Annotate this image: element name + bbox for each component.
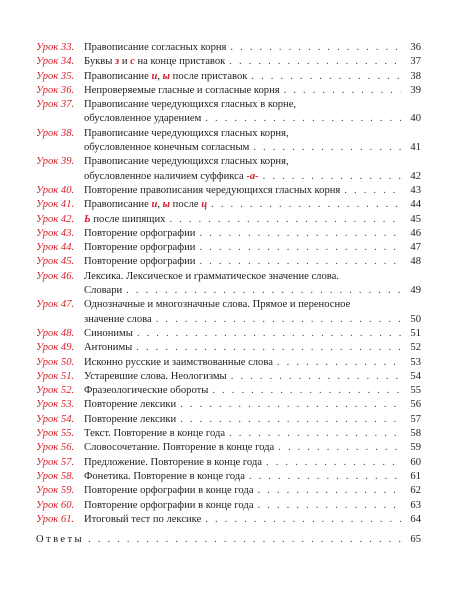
- dot-leader: [199, 241, 401, 255]
- lesson-title: [84, 112, 201, 126]
- lesson-number: Урок 49.: [36, 342, 75, 354]
- lesson-title-line: [84, 484, 421, 498]
- lesson-title: [84, 255, 195, 269]
- toc-entry[interactable]: [36, 241, 421, 255]
- dot-leader: [231, 370, 401, 384]
- page-number: 48: [410, 256, 421, 268]
- lesson-title-line: [84, 341, 421, 355]
- lesson-number: Урок 34.: [36, 56, 75, 68]
- title-text: Фразеологические обороты: [84, 385, 209, 397]
- lesson-content: [84, 98, 421, 127]
- title-text: Предложение. Повторение в конце года: [84, 456, 263, 468]
- toc-entry[interactable]: [36, 384, 421, 398]
- highlighted-letter: и: [151, 70, 158, 82]
- dot-leader: [137, 327, 401, 341]
- lesson-title: [84, 427, 225, 441]
- lesson-title: [84, 413, 176, 427]
- lesson-title: [84, 198, 207, 212]
- lesson-title: [84, 313, 152, 327]
- toc-entry[interactable]: [36, 441, 421, 455]
- lesson-content: [84, 441, 421, 455]
- lesson-content: [84, 370, 421, 384]
- dot-leader: [211, 198, 401, 212]
- lesson-title-line: [84, 470, 421, 484]
- lesson-title: [84, 241, 195, 255]
- toc-entry[interactable]: [36, 484, 421, 498]
- lesson-number: Урок 46.: [36, 270, 75, 282]
- toc-entry[interactable]: [36, 270, 421, 299]
- lesson-number: Урок 43.: [36, 227, 75, 239]
- page-number: 56: [410, 399, 421, 411]
- lesson-content: [84, 70, 421, 84]
- lesson-title: [84, 55, 225, 69]
- lesson-number: Урок 45.: [36, 256, 75, 268]
- answers-line: [36, 533, 421, 547]
- dot-leader: [126, 284, 401, 298]
- page-number: 38: [410, 70, 421, 82]
- title-text: значение слова: [84, 313, 152, 325]
- lesson-content: [84, 184, 421, 198]
- dot-leader: [263, 170, 401, 184]
- lesson-title-line: [84, 70, 421, 84]
- lesson-number: Урок 61.: [36, 513, 75, 525]
- dot-leader: [277, 356, 401, 370]
- toc-entry[interactable]: [36, 370, 421, 384]
- lesson-title-line: [84, 441, 421, 455]
- page-number: 64: [410, 513, 421, 525]
- lesson-content: [84, 227, 421, 241]
- page-number: 63: [410, 499, 421, 511]
- lesson-title-first-line: Лексика. Лексическое и грамматическое значение слова.: [84, 270, 339, 282]
- lesson-number: Урок 50.: [36, 356, 75, 368]
- lesson-title-line: [84, 499, 421, 513]
- title-text: Синонимы: [84, 327, 133, 339]
- page-number: 40: [410, 113, 421, 125]
- lesson-number: Урок 36.: [36, 84, 75, 96]
- page-number: 53: [410, 356, 421, 368]
- title-text: Устаревшие слова. Неологизмы: [84, 370, 227, 382]
- lesson-content: [84, 456, 421, 470]
- title-text: Словосочетание. Повторение в конце года: [84, 442, 275, 454]
- page-number: 55: [410, 385, 421, 397]
- lesson-content: [84, 127, 421, 156]
- lesson-title-line: [84, 255, 421, 269]
- page-number: 65: [410, 534, 421, 546]
- lesson-content: [84, 41, 421, 55]
- title-text: обусловленное ударением: [84, 113, 202, 125]
- highlighted-letter: ы: [162, 199, 170, 211]
- lesson-title-line: [84, 384, 421, 398]
- lesson-content: [84, 341, 421, 355]
- page-number: 39: [410, 84, 421, 96]
- toc-entry[interactable]: [36, 55, 421, 69]
- lesson-title: [84, 398, 176, 412]
- highlighted-letter: и: [151, 199, 158, 211]
- lesson-title: [84, 184, 340, 198]
- lesson-number: Урок 58.: [36, 470, 75, 482]
- lesson-title: [84, 70, 247, 84]
- dot-leader: [230, 41, 401, 55]
- lesson-number: Урок 41.: [36, 199, 75, 211]
- toc-entry[interactable]: [36, 213, 421, 227]
- lesson-title: [84, 384, 208, 398]
- dot-leader: [229, 427, 401, 441]
- highlighted-letter: с: [130, 56, 135, 68]
- lesson-title: [84, 141, 249, 155]
- dot-leader: [205, 112, 401, 126]
- title-text: Буквы: [84, 56, 116, 68]
- lesson-title-first-line: Правописание чередующихся гласных корня,: [84, 156, 289, 168]
- dot-leader: [344, 184, 401, 198]
- page-number: 62: [410, 485, 421, 497]
- page-number: 54: [410, 370, 421, 382]
- title-text: после шипящих: [90, 213, 166, 225]
- title-text: обусловленное наличием суффикса: [84, 170, 247, 182]
- dot-leader: [229, 55, 401, 69]
- lesson-number: Урок 59.: [36, 485, 75, 497]
- lesson-title: [84, 470, 245, 484]
- lesson-title: [84, 356, 273, 370]
- title-text: Правописание: [84, 199, 152, 211]
- lesson-number: Урок 33.: [36, 42, 75, 53]
- lesson-title-line: [84, 55, 421, 69]
- highlighted-letter: -а-: [246, 170, 259, 182]
- lesson-title-line: [84, 184, 421, 198]
- highlighted-letter: з: [115, 56, 120, 68]
- dot-leader: [180, 398, 401, 412]
- title-text: Повторение лексики: [84, 413, 177, 425]
- lesson-number: Урок 47.: [36, 299, 75, 311]
- lesson-title: [84, 213, 165, 227]
- lesson-number: Урок 57.: [36, 456, 75, 468]
- lesson-content: [84, 241, 421, 255]
- lesson-title: [84, 170, 259, 184]
- toc-entry[interactable]: [36, 98, 421, 127]
- lesson-title-line: [84, 356, 421, 370]
- toc-entry[interactable]: [36, 184, 421, 198]
- toc-entry[interactable]: [36, 427, 421, 441]
- title-text: Непроверяемые гласные и согласные корня: [84, 84, 280, 96]
- toc-entry[interactable]: [36, 470, 421, 484]
- lesson-title-line: [84, 284, 421, 298]
- title-text: ,: [157, 199, 163, 211]
- page-number: 49: [410, 285, 421, 297]
- toc-entry[interactable]: [36, 341, 421, 355]
- lesson-title: [84, 341, 132, 355]
- lesson-title-line: [84, 198, 421, 212]
- lesson-number: Урок 38.: [36, 127, 75, 139]
- title-text: Повторение орфографии: [84, 227, 196, 239]
- dot-leader: [249, 470, 401, 484]
- page-number: 43: [410, 184, 421, 196]
- toc-entry[interactable]: [36, 456, 421, 470]
- page-number: 60: [410, 456, 421, 468]
- lesson-title: [84, 513, 201, 527]
- title-text: Правописание согласных корня: [84, 42, 227, 53]
- lesson-title-line: [84, 227, 421, 241]
- title-text: Повторение орфографии: [84, 242, 196, 254]
- title-text: ,: [157, 70, 163, 82]
- title-text: Правописание: [84, 70, 152, 82]
- toc-entry[interactable]: [36, 398, 421, 412]
- lesson-number: Урок 44.: [36, 242, 75, 254]
- toc-entry[interactable]: [36, 413, 421, 427]
- title-text: Повторение правописания чередующихся гласных корня: [84, 184, 341, 196]
- lesson-title-line: [84, 41, 421, 55]
- lesson-title-line: [84, 398, 421, 412]
- toc-entry-answers[interactable]: [36, 533, 421, 547]
- dot-leader: [136, 341, 401, 355]
- lesson-title-line: [84, 141, 421, 155]
- title-text: Повторение орфографии в конце года: [84, 499, 254, 511]
- lesson-content: [84, 356, 421, 370]
- lesson-title: [84, 227, 195, 241]
- page-number: 42: [410, 170, 421, 182]
- toc-entry[interactable]: [36, 155, 421, 184]
- lesson-title-first-line: Правописание чередующихся гласных в корне,: [84, 99, 297, 111]
- lesson-title-line: [84, 84, 421, 98]
- lesson-content: [84, 398, 421, 412]
- dot-leader: [284, 84, 401, 98]
- lesson-content: [84, 84, 421, 98]
- title-text: Исконно русские и заимствованные слова: [84, 356, 273, 368]
- toc-entry[interactable]: [36, 327, 421, 341]
- title-text: Словари: [84, 285, 123, 297]
- dot-leader: [251, 70, 401, 84]
- lesson-content: [84, 470, 421, 484]
- lesson-title: [84, 84, 280, 98]
- dot-leader: [205, 513, 401, 527]
- dot-leader: [199, 255, 401, 269]
- lesson-content: [84, 298, 421, 327]
- dot-leader: [253, 141, 401, 155]
- highlighted-letter: ц: [201, 199, 208, 211]
- title-text: после приставок: [170, 70, 248, 82]
- lesson-content: [84, 327, 421, 341]
- dot-leader: [169, 213, 401, 227]
- title-text: Повторение орфографии: [84, 256, 196, 268]
- lesson-title-first-line: Правописание чередующихся гласных корня,: [84, 127, 289, 139]
- lesson-content: [84, 255, 421, 269]
- lesson-title-line: [84, 213, 421, 227]
- lesson-title-line: [84, 241, 421, 255]
- title-text: Текст. Повторение в конце года: [84, 428, 226, 440]
- toc-entry[interactable]: [36, 84, 421, 98]
- lesson-number: Урок 48.: [36, 327, 75, 339]
- lesson-number: Урок 55.: [36, 428, 75, 440]
- dot-leader: [88, 533, 401, 547]
- page-number: 51: [410, 327, 421, 339]
- page-number: 61: [410, 470, 421, 482]
- lesson-number: Урок 40.: [36, 184, 75, 196]
- page-number: 47: [410, 242, 421, 254]
- title-text: после: [170, 199, 202, 211]
- lesson-title-first-line: Однозначные и многозначные слова. Прямое и переносное: [84, 299, 351, 311]
- lesson-content: [84, 198, 421, 212]
- lesson-title-line: [84, 313, 421, 327]
- answers-content: [36, 533, 421, 547]
- toc-entry[interactable]: [36, 298, 421, 327]
- lesson-content: [84, 427, 421, 441]
- lesson-title-line: [84, 112, 421, 126]
- page-number: 58: [410, 428, 421, 440]
- lesson-content: [84, 55, 421, 69]
- lesson-title: [84, 499, 254, 513]
- highlighted-letter: ы: [162, 70, 170, 82]
- lesson-title: [84, 327, 133, 341]
- toc-entry[interactable]: [36, 227, 421, 241]
- lesson-content: [84, 213, 421, 227]
- table-of-contents: [36, 41, 421, 547]
- lesson-title-line: [84, 327, 421, 341]
- lesson-title: [84, 484, 254, 498]
- lesson-content: [84, 384, 421, 398]
- lesson-number: Урок 37.: [36, 99, 75, 111]
- toc-entry[interactable]: [36, 198, 421, 212]
- title-text: Антонимы: [84, 342, 133, 354]
- lesson-number: Урок 52.: [36, 385, 75, 397]
- lesson-title-line: [84, 513, 421, 527]
- lesson-title-line: [84, 427, 421, 441]
- lesson-title-line: [84, 413, 421, 427]
- lesson-content: [84, 413, 421, 427]
- lesson-title: [84, 456, 262, 470]
- page-number: 52: [410, 342, 421, 354]
- lesson-title: [84, 441, 274, 455]
- toc-entry[interactable]: [36, 255, 421, 269]
- lesson-title: [84, 284, 122, 298]
- lesson-title-line: [84, 170, 421, 184]
- toc-entry[interactable]: [36, 41, 421, 55]
- page-number: 45: [410, 213, 421, 225]
- dot-leader: [180, 413, 401, 427]
- lesson-title: [84, 370, 227, 384]
- lesson-number: Урок 53.: [36, 399, 75, 411]
- page-number: 46: [410, 227, 421, 239]
- title-text: обусловленное конечным согласным: [84, 142, 250, 154]
- lesson-number: Урок 42.: [36, 213, 75, 225]
- dot-leader: [278, 441, 401, 455]
- title-text: Фонетика. Повторение в конце года: [84, 470, 245, 482]
- lesson-number: Урок 60.: [36, 499, 75, 511]
- page-number: 59: [410, 442, 421, 454]
- dot-leader: [258, 499, 401, 513]
- answers-title: Ответы: [36, 534, 85, 546]
- highlighted-letter: Ь: [84, 213, 91, 225]
- lesson-content: [84, 513, 421, 527]
- toc-entry[interactable]: [36, 356, 421, 370]
- title-text: и: [119, 56, 131, 68]
- page-number: 41: [410, 142, 421, 154]
- title-text: Итоговый тест по лексике: [84, 513, 202, 525]
- title-text: Повторение лексики: [84, 399, 177, 411]
- dot-leader: [156, 313, 401, 327]
- title-text: на конце приставок: [134, 56, 226, 68]
- toc-entry[interactable]: [36, 499, 421, 513]
- dot-leader: [212, 384, 401, 398]
- toc-entry[interactable]: [36, 513, 421, 527]
- lesson-number: Урок 35.: [36, 70, 75, 82]
- page-number: 50: [410, 313, 421, 325]
- page-number: 37: [410, 56, 421, 68]
- page-number: 44: [410, 199, 421, 211]
- page-number: 57: [410, 413, 421, 425]
- lesson-content: [84, 499, 421, 513]
- dot-leader: [258, 484, 401, 498]
- lesson-title-line: [84, 456, 421, 470]
- lesson-content: [84, 155, 421, 184]
- lesson-title-line: [84, 370, 421, 384]
- dot-leader: [266, 456, 401, 470]
- lesson-number: Урок 39.: [36, 156, 75, 168]
- lesson-title: [84, 41, 226, 55]
- lesson-content: [84, 270, 421, 299]
- page-number: 36: [410, 42, 421, 53]
- toc-entry[interactable]: [36, 70, 421, 84]
- lesson-content: [84, 484, 421, 498]
- toc-entry[interactable]: [36, 127, 421, 156]
- lesson-number: Урок 54.: [36, 413, 75, 425]
- title-text: Повторение орфографии в конце года: [84, 485, 254, 497]
- lesson-number: Урок 51.: [36, 370, 75, 382]
- lesson-number: Урок 56.: [36, 442, 75, 454]
- dot-leader: [199, 227, 401, 241]
